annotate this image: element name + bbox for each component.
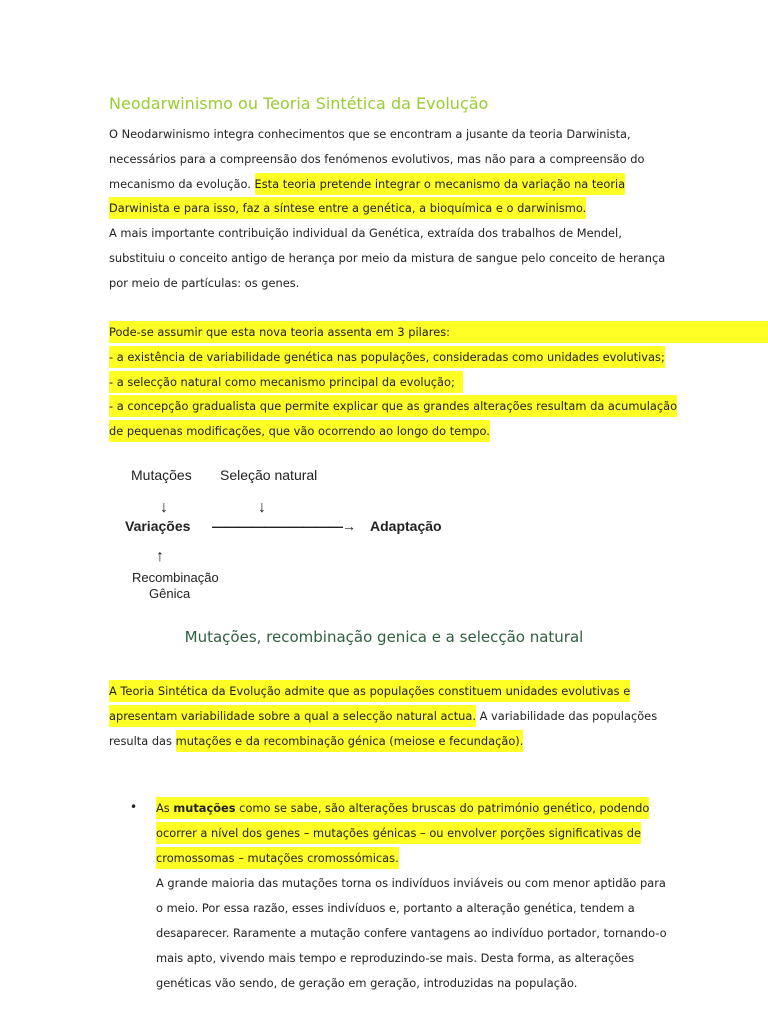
text-segment: A variabilidade das populações	[476, 709, 658, 723]
paragraph-line: por meio de partículas: os genes.	[109, 276, 300, 290]
diagram-label-genica: Gênica	[149, 586, 191, 601]
paragraph-line	[109, 398, 677, 414]
arrow-up-icon: ↑	[156, 548, 164, 565]
highlighted-text: - a existência de variabilidade genética nas populações, consideradas como unidades evolutivas;	[109, 346, 665, 368]
diagram-label-adaptacao: Adaptação	[370, 518, 442, 534]
paragraph-line	[156, 850, 399, 866]
highlighted-text: cromossomas – mutações cromossómicas.	[156, 847, 399, 869]
highlighted-text: Pode-se assumir que esta nova teoria assenta em 3 pilares:	[109, 321, 768, 343]
highlighted-text: Esta teoria pretende integrar o mecanismo da variação na teoria	[255, 173, 626, 195]
diagram-label-selecao: Seleção natural	[220, 467, 318, 483]
paragraph-line: A mais importante contribuição individual da Genética, extraída dos trabalhos de Mendel,	[109, 226, 622, 240]
paragraph-line: mais apto, vivendo mais tempo e reproduzindo-se mais. Desta forma, as alterações	[156, 951, 635, 965]
highlighted-text: de pequenas modificações, que vão ocorrendo ao longo do tempo.	[109, 420, 490, 442]
paragraph-line: desaparecer. Raramente a mutação confere vantagens ao indivíduo portador, tornando-o	[156, 926, 667, 940]
paragraph-line	[109, 423, 490, 439]
highlighted-text: A Teoria Sintética da Evolução admite que as populações constituem unidades evolutivas e	[109, 680, 630, 702]
highlighted-text: mutações e da recombinação génica (meiose e fecundação).	[176, 730, 524, 752]
paragraph-line: A grande maioria das mutações torna os indivíduos inviáveis ou com menor aptidão para	[156, 876, 666, 890]
page-title: Neodarwinismo ou Teoria Sintética da Evolução	[109, 94, 489, 113]
evolution-diagram	[120, 462, 460, 607]
paragraph-line	[109, 200, 586, 216]
paragraph-line	[156, 800, 649, 816]
paragraph-line: necessários para a compreensão dos fenómenos evolutivos, mas não para a compreensão do	[109, 152, 645, 166]
long-arrow-icon: ——————————→	[212, 518, 355, 534]
highlighted-text: - a concepção gradualista que permite explicar que as grandes alterações resultam da acumulação	[109, 395, 677, 417]
text-segment: como se sabe, são alterações bruscas do património genético, podendo	[235, 801, 650, 815]
diagram-label-recombinacao: Recombinação	[132, 570, 219, 585]
text-segment: As	[156, 801, 174, 815]
paragraph-line: genéticas vão sendo, de geração em geração, introduzidas na população.	[156, 976, 578, 990]
paragraph-line	[109, 708, 657, 724]
highlighted-text: - a selecção natural como mecanismo principal da evolução;	[109, 371, 463, 393]
paragraph-line	[109, 733, 523, 749]
highlighted-text: apresentam variabilidade sobre a qual a selecção natural actua.	[109, 705, 476, 727]
paragraph-line	[109, 324, 768, 340]
text-segment: resulta das	[109, 734, 176, 748]
paragraph-line: o meio. Por essa razão, esses indivíduos e, portanto a alteração genética, tendem a	[156, 901, 635, 915]
arrow-down-icon: ↓	[160, 499, 168, 516]
paragraph-line	[109, 683, 630, 699]
arrow-down-icon: ↓	[258, 499, 266, 516]
highlighted-text: Darwinista e para isso, faz a síntese entre a genética, a bioquímica e o darwinismo.	[109, 197, 586, 219]
diagram-label-mutacoes: Mutações	[131, 467, 192, 483]
highlighted-text: ocorrer a nível dos genes – mutações génicas – ou envolver porções significativas de	[156, 822, 641, 844]
paragraph-line	[109, 349, 665, 365]
bullet-marker: •	[130, 800, 138, 814]
paragraph-line	[109, 374, 463, 390]
text-segment: mecanismo da evolução.	[109, 177, 255, 191]
paragraph-line	[109, 176, 625, 192]
paragraph-line	[156, 825, 641, 841]
paragraph-line: substituiu o conceito antigo de herança por meio da mistura de sangue pelo conceito de herança	[109, 251, 666, 265]
section-subtitle: Mutações, recombinação genica e a selecção natural	[184, 628, 584, 646]
highlighted-text	[156, 797, 649, 819]
bold-term: mutações	[173, 801, 236, 815]
paragraph-line: O Neodarwinismo integra conhecimentos que se encontram a jusante da teoria Darwinista,	[109, 127, 631, 141]
diagram-label-variacoes: Variações	[125, 518, 191, 534]
